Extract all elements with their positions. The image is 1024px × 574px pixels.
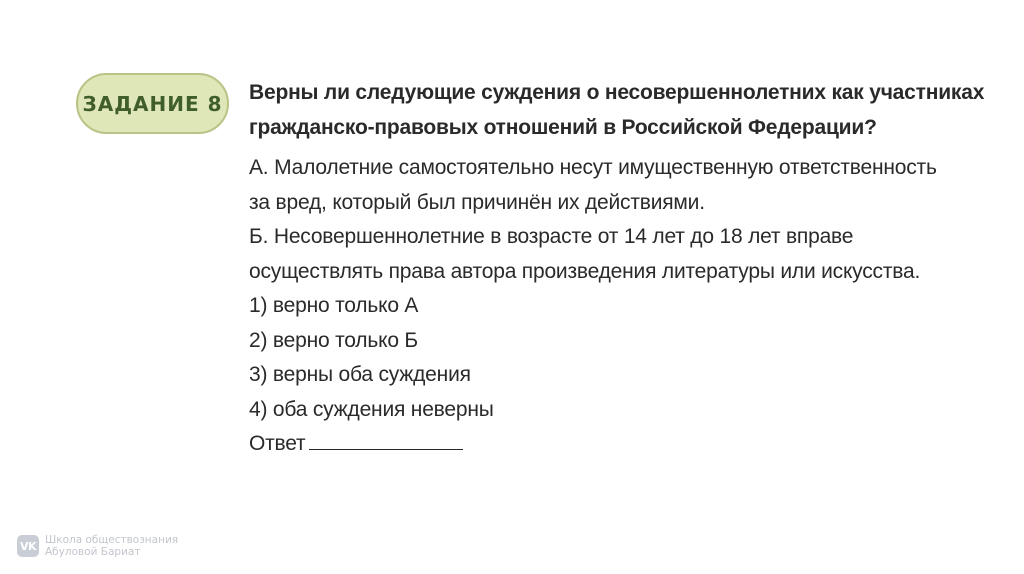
answer-row — [249, 427, 1009, 462]
answer-option: 2) верно только Б — [249, 328, 419, 352]
answer-label: Ответ — [249, 432, 306, 455]
statement-line: Б. Несовершеннолетние в возрасте от 14 лет до 18 лет вправе — [249, 225, 854, 248]
watermark-line2: Абуловой Бариат — [45, 546, 141, 558]
question-title: Верны ли следующие суждения о несовершеннолетних как участниках гражданско-правовых отношений в Российской Федерации? — [249, 81, 985, 139]
watermark-text — [45, 534, 178, 558]
watermark — [17, 534, 178, 558]
answer-option: 3) верны оба суждения — [249, 363, 471, 386]
watermark-line1: Школа обществознания — [45, 534, 179, 546]
vk-icon: VK — [17, 535, 39, 557]
statement-line: осуществлять права автора произведения литературы или искусства. — [249, 259, 921, 283]
task-body — [249, 151, 1009, 462]
answer-blank-line — [309, 431, 463, 450]
answer-option: 1) верно только А — [249, 294, 419, 317]
task-badge — [76, 73, 229, 134]
statement-line: А. Малолетние самостоятельно несут имущественную ответственность — [249, 156, 937, 179]
answer-option: 4) оба суждения неверны — [249, 397, 494, 421]
task-content — [249, 76, 1009, 462]
task-badge-label: ЗАДАНИЕ 8 — [82, 91, 223, 116]
statement-line: за вред, который был причинён их действиями. — [249, 190, 705, 214]
